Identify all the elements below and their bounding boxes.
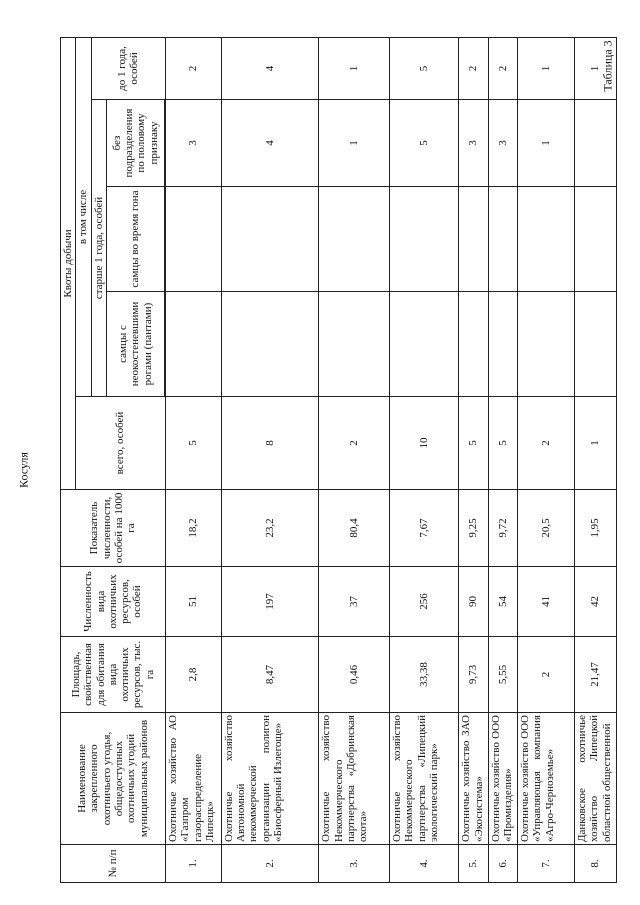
row-count: 54 bbox=[488, 567, 517, 637]
row-count: 37 bbox=[319, 567, 389, 637]
row-rut bbox=[221, 187, 319, 292]
row-antlers bbox=[221, 292, 319, 397]
row-total: 5 bbox=[165, 397, 221, 490]
row-area: 9,73 bbox=[459, 637, 488, 713]
row-rut bbox=[574, 187, 616, 292]
row-nosex: 5 bbox=[389, 100, 458, 187]
quota-table bbox=[60, 37, 617, 883]
table-row bbox=[319, 37, 389, 882]
row-under1: 2 bbox=[459, 37, 488, 99]
row-antlers bbox=[319, 292, 389, 397]
table-row bbox=[165, 37, 221, 882]
row-area: 2,8 bbox=[165, 637, 221, 713]
row-antlers bbox=[488, 292, 517, 397]
table-row bbox=[518, 37, 575, 882]
row-name: Охотничье хозяйство Некоммерческого партнерства «Добринская охота» bbox=[319, 713, 389, 845]
row-name: Охотничье хозяйство ЗАО «Экосистема» bbox=[459, 713, 488, 845]
table-number: Таблица 3 bbox=[600, 40, 615, 92]
table-row bbox=[221, 37, 319, 882]
row-name: Охотничье хозяйство АО «Газпром газораспределение Липецк» bbox=[165, 713, 221, 845]
row-antlers bbox=[389, 292, 458, 397]
header-including-group: в том числе bbox=[76, 37, 91, 396]
row-rut bbox=[518, 187, 575, 292]
row-total: 1 bbox=[574, 397, 616, 490]
row-num: 2. bbox=[221, 845, 319, 883]
row-total: 5 bbox=[488, 397, 517, 490]
header-density: Показатель численности, особей на 1000 га bbox=[61, 490, 166, 567]
row-density: 18,2 bbox=[165, 490, 221, 567]
rotated-table-container bbox=[60, 38, 617, 883]
row-num: 5. bbox=[459, 845, 488, 883]
row-nosex: 1 bbox=[518, 100, 575, 187]
row-rut bbox=[389, 187, 458, 292]
row-area: 21,47 bbox=[574, 637, 616, 713]
row-nosex bbox=[574, 100, 616, 187]
row-nosex: 3 bbox=[488, 100, 517, 187]
page-title: Косуля bbox=[16, 452, 31, 488]
header-num: № п/п bbox=[61, 845, 166, 883]
row-density: 23,2 bbox=[221, 490, 319, 567]
header-older-group: старше 1 года, особей bbox=[91, 100, 106, 397]
row-total: 2 bbox=[319, 397, 389, 490]
row-density: 80,4 bbox=[319, 490, 389, 567]
row-nosex: 4 bbox=[221, 100, 319, 187]
row-name: Данковское охотничье хозяйство Липецкой областной общественной bbox=[574, 713, 616, 845]
row-num: 1. bbox=[165, 845, 221, 883]
row-area: 8,47 bbox=[221, 637, 319, 713]
row-rut bbox=[319, 187, 389, 292]
row-antlers bbox=[459, 292, 488, 397]
row-count: 256 bbox=[389, 567, 458, 637]
row-total: 10 bbox=[389, 397, 458, 490]
row-under1: 1 bbox=[518, 37, 575, 99]
table-row bbox=[389, 37, 458, 882]
row-name: Охотничье хозяйство Некоммерческого партнерства «Липецкий экологический парк» bbox=[389, 713, 458, 845]
row-count: 51 bbox=[165, 567, 221, 637]
row-under1: 2 bbox=[488, 37, 517, 99]
row-name: Охотничье хозяйство ООО «Промизделия» bbox=[488, 713, 517, 845]
row-num: 8. bbox=[574, 845, 616, 883]
row-count: 42 bbox=[574, 567, 616, 637]
table-body bbox=[165, 37, 616, 882]
row-density: 7,67 bbox=[389, 490, 458, 567]
row-antlers bbox=[574, 292, 616, 397]
header-name: Наименование закрепленного охотничьего угодья, общедоступных охотничьих угодий муниципальных районов bbox=[61, 713, 166, 845]
row-rut bbox=[165, 187, 221, 292]
header-quota-group: Квоты добычи bbox=[61, 37, 76, 489]
row-num: 6. bbox=[488, 845, 517, 883]
header-total: всего, особей bbox=[76, 397, 166, 490]
table-row bbox=[574, 37, 616, 882]
row-density: 9,25 bbox=[459, 490, 488, 567]
row-under1: 5 bbox=[389, 37, 458, 99]
row-under1: 2 bbox=[165, 37, 221, 99]
row-density: 9,72 bbox=[488, 490, 517, 567]
header-under1: до 1 года, особей bbox=[91, 37, 165, 99]
row-nosex: 3 bbox=[459, 100, 488, 187]
row-name: Охотничье хозяйство Автономной некоммерческой организации полигон «Биосферный Излегоще» bbox=[221, 713, 319, 845]
row-density: 20,5 bbox=[518, 490, 575, 567]
header-males-rut: самцы во время гона bbox=[106, 187, 164, 292]
row-area: 0,46 bbox=[319, 637, 389, 713]
row-count: 197 bbox=[221, 567, 319, 637]
table-row bbox=[488, 37, 517, 882]
row-name: Охотничье хозяйство ООО «Управляющая компания «Агро-Черноземье» bbox=[518, 713, 575, 845]
row-area: 33,38 bbox=[389, 637, 458, 713]
row-antlers bbox=[165, 292, 221, 397]
table-row bbox=[459, 37, 488, 882]
row-antlers bbox=[518, 292, 575, 397]
row-under1: 1 bbox=[574, 37, 616, 99]
row-under1: 4 bbox=[221, 37, 319, 99]
row-nosex: 1 bbox=[319, 100, 389, 187]
header-no-sex: без подразделения по половому признаку bbox=[106, 100, 164, 187]
row-rut bbox=[488, 187, 517, 292]
row-num: 3. bbox=[319, 845, 389, 883]
row-nosex: 3 bbox=[165, 100, 221, 187]
header-males-antlers: самцы с неокостеневшими рогами (пантами) bbox=[106, 292, 164, 397]
row-rut bbox=[459, 187, 488, 292]
row-total: 5 bbox=[459, 397, 488, 490]
header-area: Площадь, свойственная для обитания вида охотничьих ресурсов, тыс. га bbox=[61, 637, 166, 713]
row-num: 4. bbox=[389, 845, 458, 883]
table-header bbox=[61, 37, 166, 882]
row-num: 7. bbox=[518, 845, 575, 883]
row-total: 8 bbox=[221, 397, 319, 490]
row-under1: 1 bbox=[319, 37, 389, 99]
row-total: 2 bbox=[518, 397, 575, 490]
header-count: Численность вида охотничьих ресурсов, особей bbox=[61, 567, 166, 637]
row-count: 90 bbox=[459, 567, 488, 637]
row-count: 41 bbox=[518, 567, 575, 637]
row-density: 1,95 bbox=[574, 490, 616, 567]
row-area: 5,55 bbox=[488, 637, 517, 713]
row-area: 2 bbox=[518, 637, 575, 713]
